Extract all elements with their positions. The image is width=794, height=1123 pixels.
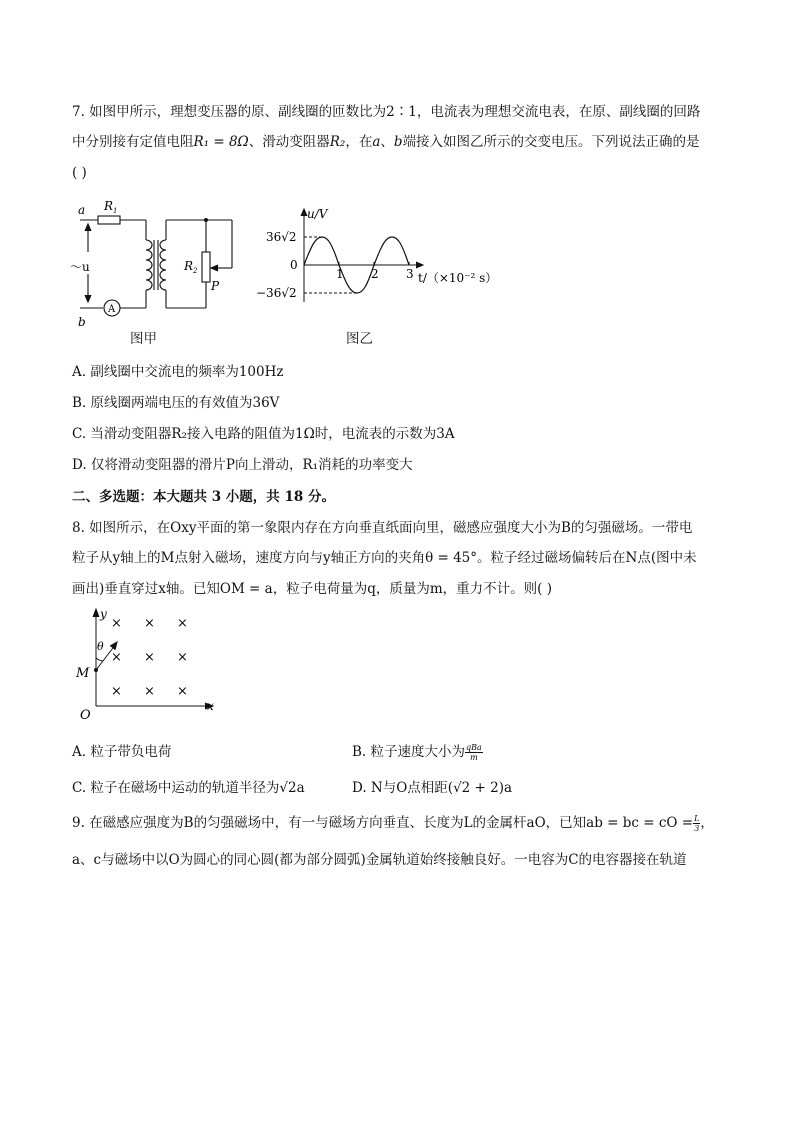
graph-tick-2: 2 (371, 267, 379, 281)
q7-option-d: D. 仅将滑动变阻器的滑片P向上滑动，R₁消耗的功率变大 (72, 457, 413, 473)
q8-option-d: D. N与O点相距(√2 + 2)a (352, 780, 513, 796)
q8-line3: 画出)垂直穿过x轴。已知OM = a，粒子电荷量为q，质量为m，重力不计。则( ) (72, 581, 552, 597)
axis-label-y: y (100, 607, 107, 621)
label-m: M (76, 666, 90, 681)
resistor-r2 (202, 252, 210, 282)
circuit-label-u: ～u (70, 260, 90, 274)
ammeter-label: A (108, 304, 116, 315)
cross: × (144, 616, 155, 631)
cross: × (144, 684, 155, 699)
label-origin: O (80, 708, 91, 723)
q7-line3: ( ) (72, 165, 87, 181)
graph-tick-3: 3 (406, 267, 414, 281)
q7-line2-b: 、滑动变阻器 (248, 134, 330, 150)
axis-label-x: x (207, 699, 214, 713)
q7-a-var: a (372, 134, 381, 150)
q9-line1 (72, 813, 714, 833)
circuit-label-a: a (78, 203, 86, 217)
q7-option-c: C. 当滑动变阻器R₂接入电路的阻值为1Ω时，电流表的示数为3A (72, 426, 455, 442)
circuit-label-r2: $R_2$ (184, 259, 198, 275)
q7-line2-d: 、 (380, 134, 394, 150)
figure-caption-jia: 图甲 (130, 331, 157, 347)
fraction-denominator: m (470, 753, 478, 762)
q9-line2: a、c与磁场中以O为圆心的同心圆(都为部分圆弧)金属轨道始终接触良好。一电容为C的电容器接在轨道 (72, 852, 687, 868)
cross: × (111, 650, 122, 665)
q9-line1-text: 9. 在磁感应强度为B的匀强磁场中，有一与磁场方向垂直、长度为L的金属杆aO，已知ab = bc = cO = (72, 815, 694, 831)
cross: × (177, 650, 188, 665)
figure-magnetic-field (70, 604, 230, 724)
cross: × (144, 650, 155, 665)
circuit-label-r1: $R_1$ (104, 199, 118, 215)
q7-option-a: A. 副线圈中交流电的频率为100Hz (72, 364, 284, 380)
q7-line2-a: 中分别接有定值电阻 (72, 134, 194, 150)
figure-caption-yi: 图乙 (346, 331, 373, 347)
graph-zero: 0 (290, 258, 298, 272)
point-m (94, 668, 98, 672)
cross: × (177, 616, 188, 631)
q7-r2: R₂ (329, 134, 346, 150)
q7-b-var: b (393, 134, 403, 150)
cross: × (177, 684, 188, 699)
fraction-numerator: L (694, 814, 700, 823)
cross: × (111, 684, 122, 699)
q7-line2-c: ，在 (345, 134, 373, 150)
q8-option-b-fraction (465, 743, 483, 762)
resistor-r1 (98, 216, 120, 224)
q9-line1-suffix: ， (700, 815, 714, 831)
q8-option-b-text: B. 粒子速度大小为 (352, 744, 466, 760)
graph-ylabel: u/V (307, 207, 328, 221)
q8-option-c: C. 粒子在磁场中运动的轨道半径为√2a (72, 780, 305, 796)
graph-tick-1: 1 (336, 267, 344, 281)
circuit-label-p: P (211, 279, 220, 293)
q7-r1-value: R₁ = 8Ω (193, 134, 249, 150)
q7-option-b: B. 原线圈两端电压的有效值为36V (72, 395, 280, 411)
graph-ymin: −36√2 (256, 286, 297, 300)
q8-option-a: A. 粒子带负电荷 (72, 744, 172, 760)
graph-ymax: 36√2 (266, 230, 297, 244)
graph-xlabel: t/（×10⁻² s） (418, 271, 498, 285)
q8-line1: 8. 如图所示，在Oxy平面的第一象限内存在方向垂直纸面向里，磁感应强度大小为B的匀强磁场。一带电 (72, 520, 693, 536)
q7-line2-e: 端接入如图乙所示的交变电压。下列说法正确的是 (402, 134, 700, 150)
cross: × (111, 616, 122, 631)
q8-option-b (352, 742, 483, 762)
q7-line1: 7. 如图甲所示，理想变压器的原、副线圈的匝数比为2∶1，电流表为理想交流电表，在原、副线圈的回路 (72, 104, 701, 120)
q7-line2 (72, 132, 700, 152)
field-crosses (111, 616, 188, 699)
fraction-numerator: qBa (466, 743, 482, 752)
figure-voltage-graph (252, 206, 504, 306)
section-header-multi: 二、多选题：本大题共 3 小题，共 18 分。 (72, 489, 335, 505)
label-theta: θ (97, 640, 104, 653)
figure-circuit (66, 196, 246, 328)
q8-line2: 粒子从y轴上的M点射入磁场，速度方向与y轴正方向的夹角θ = 45°。粒子经过磁场偏转后在N点(图中未 (72, 550, 697, 566)
circuit-label-b: b (78, 315, 86, 328)
fraction-denominator: 3 (694, 824, 700, 833)
